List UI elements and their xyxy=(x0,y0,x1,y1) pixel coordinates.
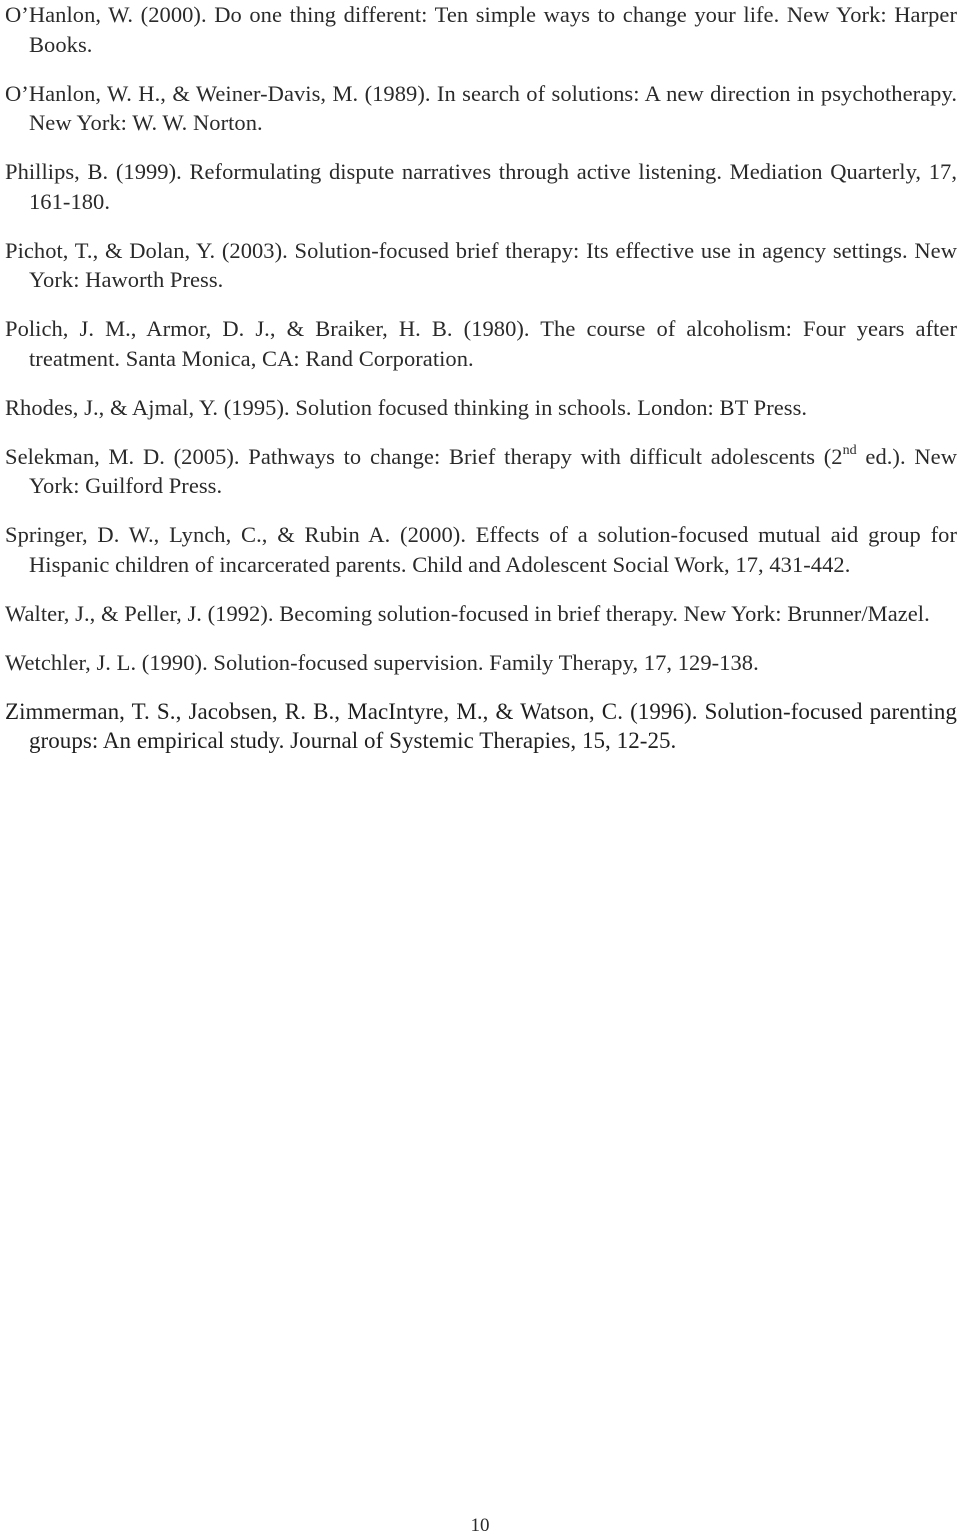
reference-text: Selekman, M. D. (2005). Pathways to change: Brief therapy with difficult adolescents (2 xyxy=(5,443,843,469)
reference-entry: O’Hanlon, W. (2000). Do one thing different: Ten simple ways to change your life. New York: Harper Books. xyxy=(5,2,957,57)
reference-entry: Zimmerman, T. S., Jacobsen, R. B., MacIntyre, M., & Watson, C. (1996). Solution-focused parenting groups: An empirical study. Journal of Systemic Therapies, 15, 12-25. xyxy=(5,698,957,753)
reference-text: ed.). New York: Guilford Press. xyxy=(29,443,957,498)
reference-entry: O’Hanlon, W. H., & Weiner-Davis, M. (1989). In search of solutions: A new direction in psychotherapy. New York: W. W. Norton. xyxy=(5,80,957,135)
superscript-ordinal: nd xyxy=(842,442,857,458)
reference-entry: Pichot, T., & Dolan, Y. (2003). Solution-focused brief therapy: Its effective use in agency settings. New York: Haworth Press. xyxy=(5,237,957,292)
reference-entry xyxy=(5,442,957,501)
reference-entry: Springer, D. W., Lynch, C., & Rubin A. (2000). Effects of a solution-focused mutual aid group for Hispanic children of incarcerated parents. Child and Adolescent Social Work, 17, 431-442. xyxy=(5,522,957,577)
page-number: 10 xyxy=(470,1515,490,1536)
reference-entry: Polich, J. M., Armor, D. J., & Braiker, H. B. (1980). The course of alcoholism: Four years after treatment. Santa Monica, CA: Rand Corporation. xyxy=(5,316,957,371)
reference-entry: Wetchler, J. L. (1990). Solution-focused supervision. Family Therapy, 17, 129-138. xyxy=(5,649,759,675)
reference-list xyxy=(5,0,957,775)
reference-entry: Walter, J., & Peller, J. (1992). Becoming solution-focused in brief therapy. New York: Brunner/Mazel. xyxy=(5,600,930,626)
reference-entry: Rhodes, J., & Ajmal, Y. (1995). Solution focused thinking in schools. London: BT Press. xyxy=(5,394,808,420)
reference-entry: Phillips, B. (1999). Reformulating dispute narratives through active listening. Mediation Quarterly, 17, 161-180. xyxy=(5,159,957,214)
